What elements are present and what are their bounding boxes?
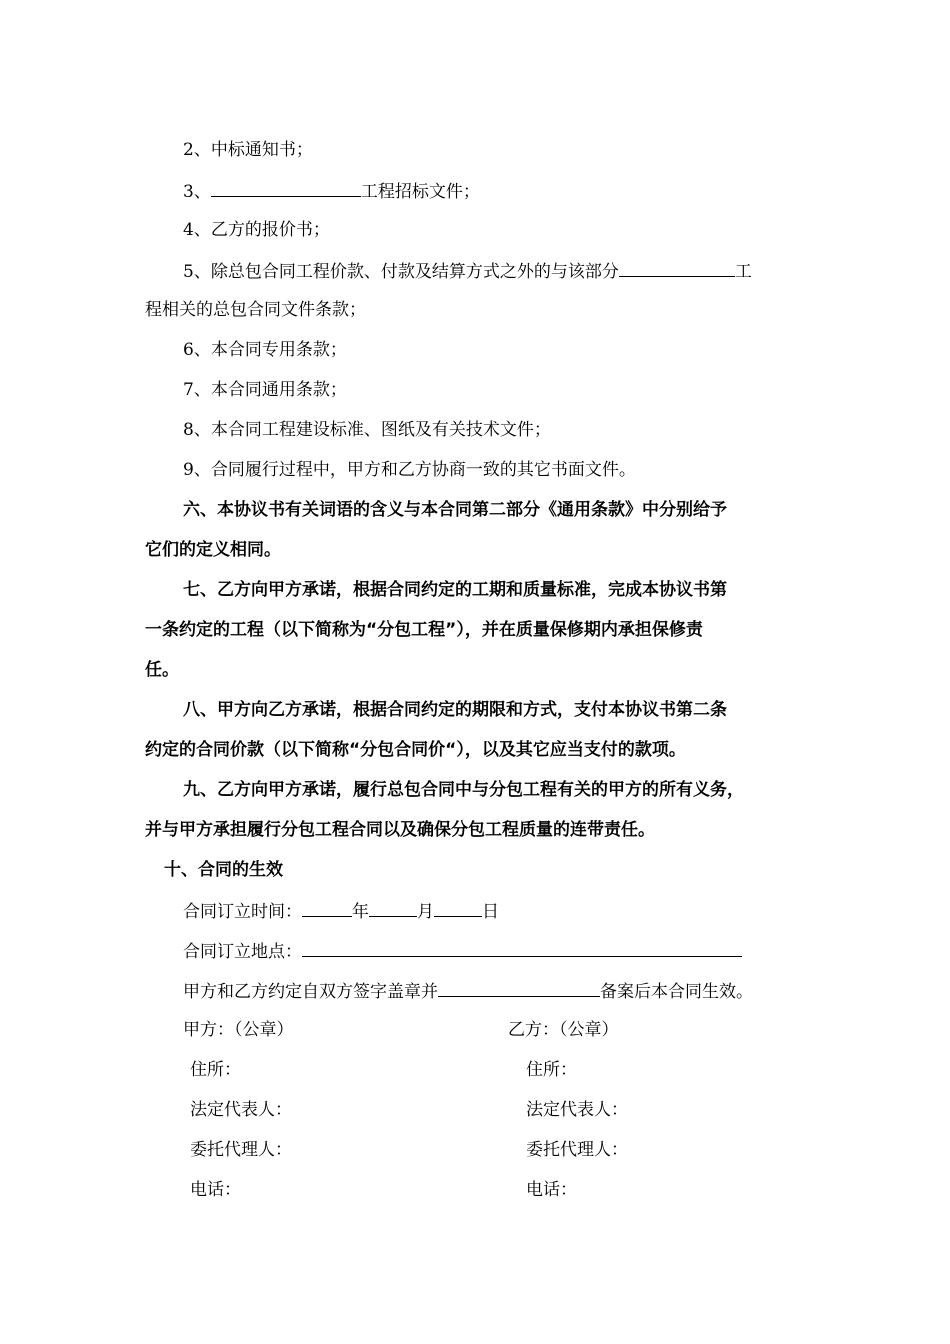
item-text: 5、除总包合同工程价款、付款及结算方式之外的与该部分	[183, 262, 619, 282]
party-b-phone: 电话：	[526, 1180, 577, 1200]
item-text: 工	[734, 262, 752, 282]
list-item: 8、本合同工程建设标准、图纸及有关技术文件；	[183, 420, 551, 440]
effect-agreement-line	[183, 978, 853, 1004]
day-label: 日	[482, 902, 499, 922]
clause-7-cont: 一条约定的工程（以下简称为“分包工程”），并在质量保修期内承担保修责	[145, 620, 703, 640]
clause-9: 九、乙方向甲方承诺，履行总包合同中与分包工程有关的甲方的所有义务，	[183, 780, 744, 800]
clause-8-cont: 约定的合同价款（以下简称“分包合同价“），以及其它应当支付的款项。	[145, 740, 686, 760]
party-a-phone: 电话：	[190, 1180, 241, 1200]
place-label: 合同订立地点：	[183, 942, 302, 962]
party-b-address: 住所：	[526, 1060, 577, 1080]
blank-field	[211, 178, 361, 197]
clause-9-cont: 并与甲方承担履行分包工程合同以及确保分包工程质量的连带责任。	[145, 820, 655, 840]
list-item-continuation: 程相关的总包合同文件条款；	[145, 300, 366, 320]
day-blank	[434, 898, 482, 917]
list-item	[183, 178, 853, 204]
clause-7: 七、乙方向甲方承诺，根据合同约定的工期和质量标准，完成本协议书第	[183, 580, 727, 600]
clause-6: 六、本协议书有关词语的含义与本合同第二部分《通用条款》中分别给予	[183, 500, 727, 520]
list-item: 9、合同履行过程中，甲方和乙方协商一致的其它书面文件。	[183, 460, 636, 480]
clause-8: 八、甲方向乙方承诺，根据合同约定的期限和方式，支付本协议书第二条	[183, 700, 727, 720]
item-text: 工程招标文件；	[360, 182, 480, 202]
party-b-seal: 乙方：（公章）	[508, 1020, 619, 1040]
clause-7-cont: 任。	[145, 660, 179, 680]
contract-date-line	[183, 898, 853, 924]
contract-place-line	[183, 938, 853, 964]
list-item: 7、本合同通用条款；	[183, 380, 347, 400]
year-label: 年	[352, 902, 369, 922]
clause-6-cont: 它们的定义相同。	[145, 540, 281, 560]
party-b-legal-rep: 法定代表人：	[526, 1100, 628, 1120]
list-item: 4、乙方的报价书；	[183, 220, 330, 240]
agreement-text: 甲方和乙方约定自双方签字盖章并	[183, 982, 438, 1002]
place-blank	[302, 938, 742, 957]
month-label: 月	[417, 902, 434, 922]
party-a-agent: 委托代理人：	[190, 1140, 292, 1160]
list-item: 2、中标通知书；	[183, 140, 313, 160]
party-b-agent: 委托代理人：	[526, 1140, 628, 1160]
blank-field	[619, 258, 735, 277]
party-a-legal-rep: 法定代表人：	[190, 1100, 292, 1120]
party-a-address: 住所：	[190, 1060, 241, 1080]
year-blank	[302, 898, 352, 917]
agreement-text: 备案后本合同生效。	[600, 982, 753, 1002]
date-label: 合同订立时间：	[183, 902, 302, 922]
month-blank	[369, 898, 417, 917]
list-item	[183, 258, 853, 284]
filing-blank	[438, 978, 600, 997]
clause-10-heading: 十、合同的生效	[164, 860, 283, 880]
party-a-seal: 甲方：（公章）	[183, 1020, 294, 1040]
list-item: 6、本合同专用条款；	[183, 340, 347, 360]
item-prefix: 3、	[183, 182, 211, 202]
